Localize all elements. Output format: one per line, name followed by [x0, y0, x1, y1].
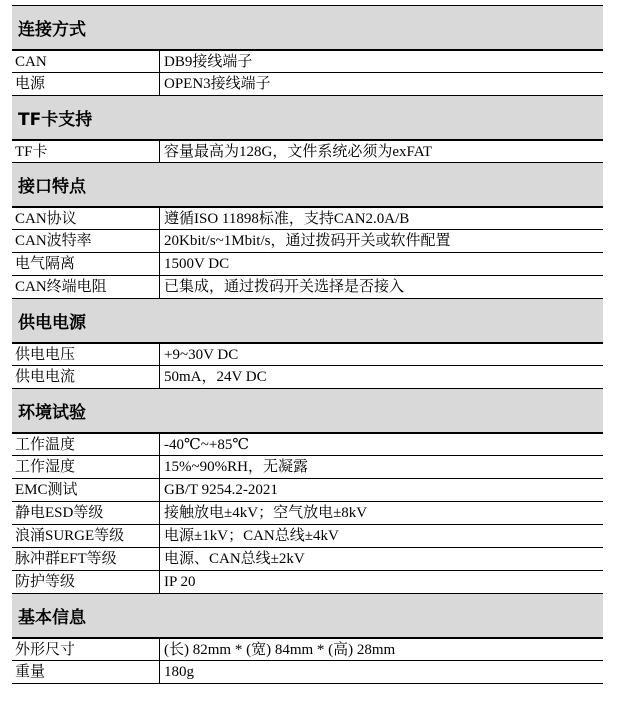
table-row [12, 343, 603, 366]
spec-section [12, 6, 603, 96]
table-row [12, 456, 603, 479]
row-value: OPEN3接线端子 [164, 76, 271, 92]
table-row [12, 230, 603, 253]
row-label: CAN协议 [12, 208, 160, 229]
row-value: GB/T 9254.2-2021 [164, 482, 278, 498]
section-title: 接口特点 [12, 163, 603, 207]
table-row [12, 366, 603, 389]
table-row [12, 276, 603, 299]
row-label: EMC测试 [12, 479, 160, 501]
row-value: +9~30V DC [164, 347, 239, 363]
row-label: 脉冲群EFT等级 [12, 548, 160, 570]
spec-section [12, 594, 603, 684]
table-row [12, 207, 603, 230]
row-label: 外形尺寸 [12, 639, 160, 660]
row-label: 供电电压 [12, 344, 160, 365]
table-row [12, 140, 603, 163]
row-value: 容量最高为128G，文件系统必须为exFAT [164, 144, 433, 160]
spec-table [12, 5, 603, 684]
row-label: CAN波特率 [12, 230, 160, 252]
row-value: 电源、CAN总线±2kV [164, 551, 305, 567]
row-value: 50mA，24V DC [164, 369, 267, 385]
row-value: 15%~90%RH，无凝露 [164, 459, 308, 475]
section-title: 环境试验 [12, 389, 603, 433]
row-label: 电源 [12, 73, 160, 95]
row-label: 重量 [12, 661, 160, 683]
row-label: 工作湿度 [12, 456, 160, 478]
table-row [12, 50, 603, 73]
row-value: 遵循ISO 11898标准，支持CAN2.0A/B [164, 211, 410, 227]
row-value: 已集成，通过拨码开关选择是否接入 [164, 279, 405, 295]
table-row [12, 253, 603, 276]
row-label: 供电电流 [12, 366, 160, 388]
row-value: -40℃~+85℃ [164, 437, 250, 453]
table-row [12, 73, 603, 96]
row-label: CAN [12, 51, 160, 72]
spec-section [12, 163, 603, 299]
row-label: CAN终端电阻 [12, 276, 160, 298]
row-label: 静电ESD等级 [12, 502, 160, 524]
section-title: 连接方式 [12, 6, 603, 50]
row-label: 电气隔离 [12, 253, 160, 275]
spec-section [12, 299, 603, 389]
row-label: 防护等级 [12, 571, 160, 593]
row-value: 180g [164, 664, 194, 680]
table-row [12, 548, 603, 571]
row-value: DB9接线端子 [164, 54, 253, 70]
table-row [12, 433, 603, 456]
section-title: 供电电源 [12, 299, 603, 343]
row-label: TF卡 [12, 141, 160, 162]
table-row [12, 502, 603, 525]
row-value: 接触放电±4kV；空气放电±8kV [164, 505, 368, 521]
table-row [12, 571, 603, 594]
row-label: 浪涌SURGE等级 [12, 525, 160, 547]
section-title: 基本信息 [12, 594, 603, 638]
spec-section [12, 96, 603, 163]
table-row [12, 525, 603, 548]
row-value: (长) 82mm * (宽) 84mm * (高) 28mm [164, 642, 396, 658]
row-value: IP 20 [164, 574, 196, 590]
row-value: 1500V DC [164, 256, 230, 272]
spec-section [12, 389, 603, 594]
row-value: 20Kbit/s~1Mbit/s，通过拨码开关或软件配置 [164, 233, 451, 249]
row-label: 工作温度 [12, 434, 160, 455]
table-row [12, 638, 603, 661]
row-value: 电源±1kV；CAN总线±4kV [164, 528, 339, 544]
table-row [12, 479, 603, 502]
section-title: TF卡支持 [12, 96, 603, 140]
table-row [12, 661, 603, 684]
